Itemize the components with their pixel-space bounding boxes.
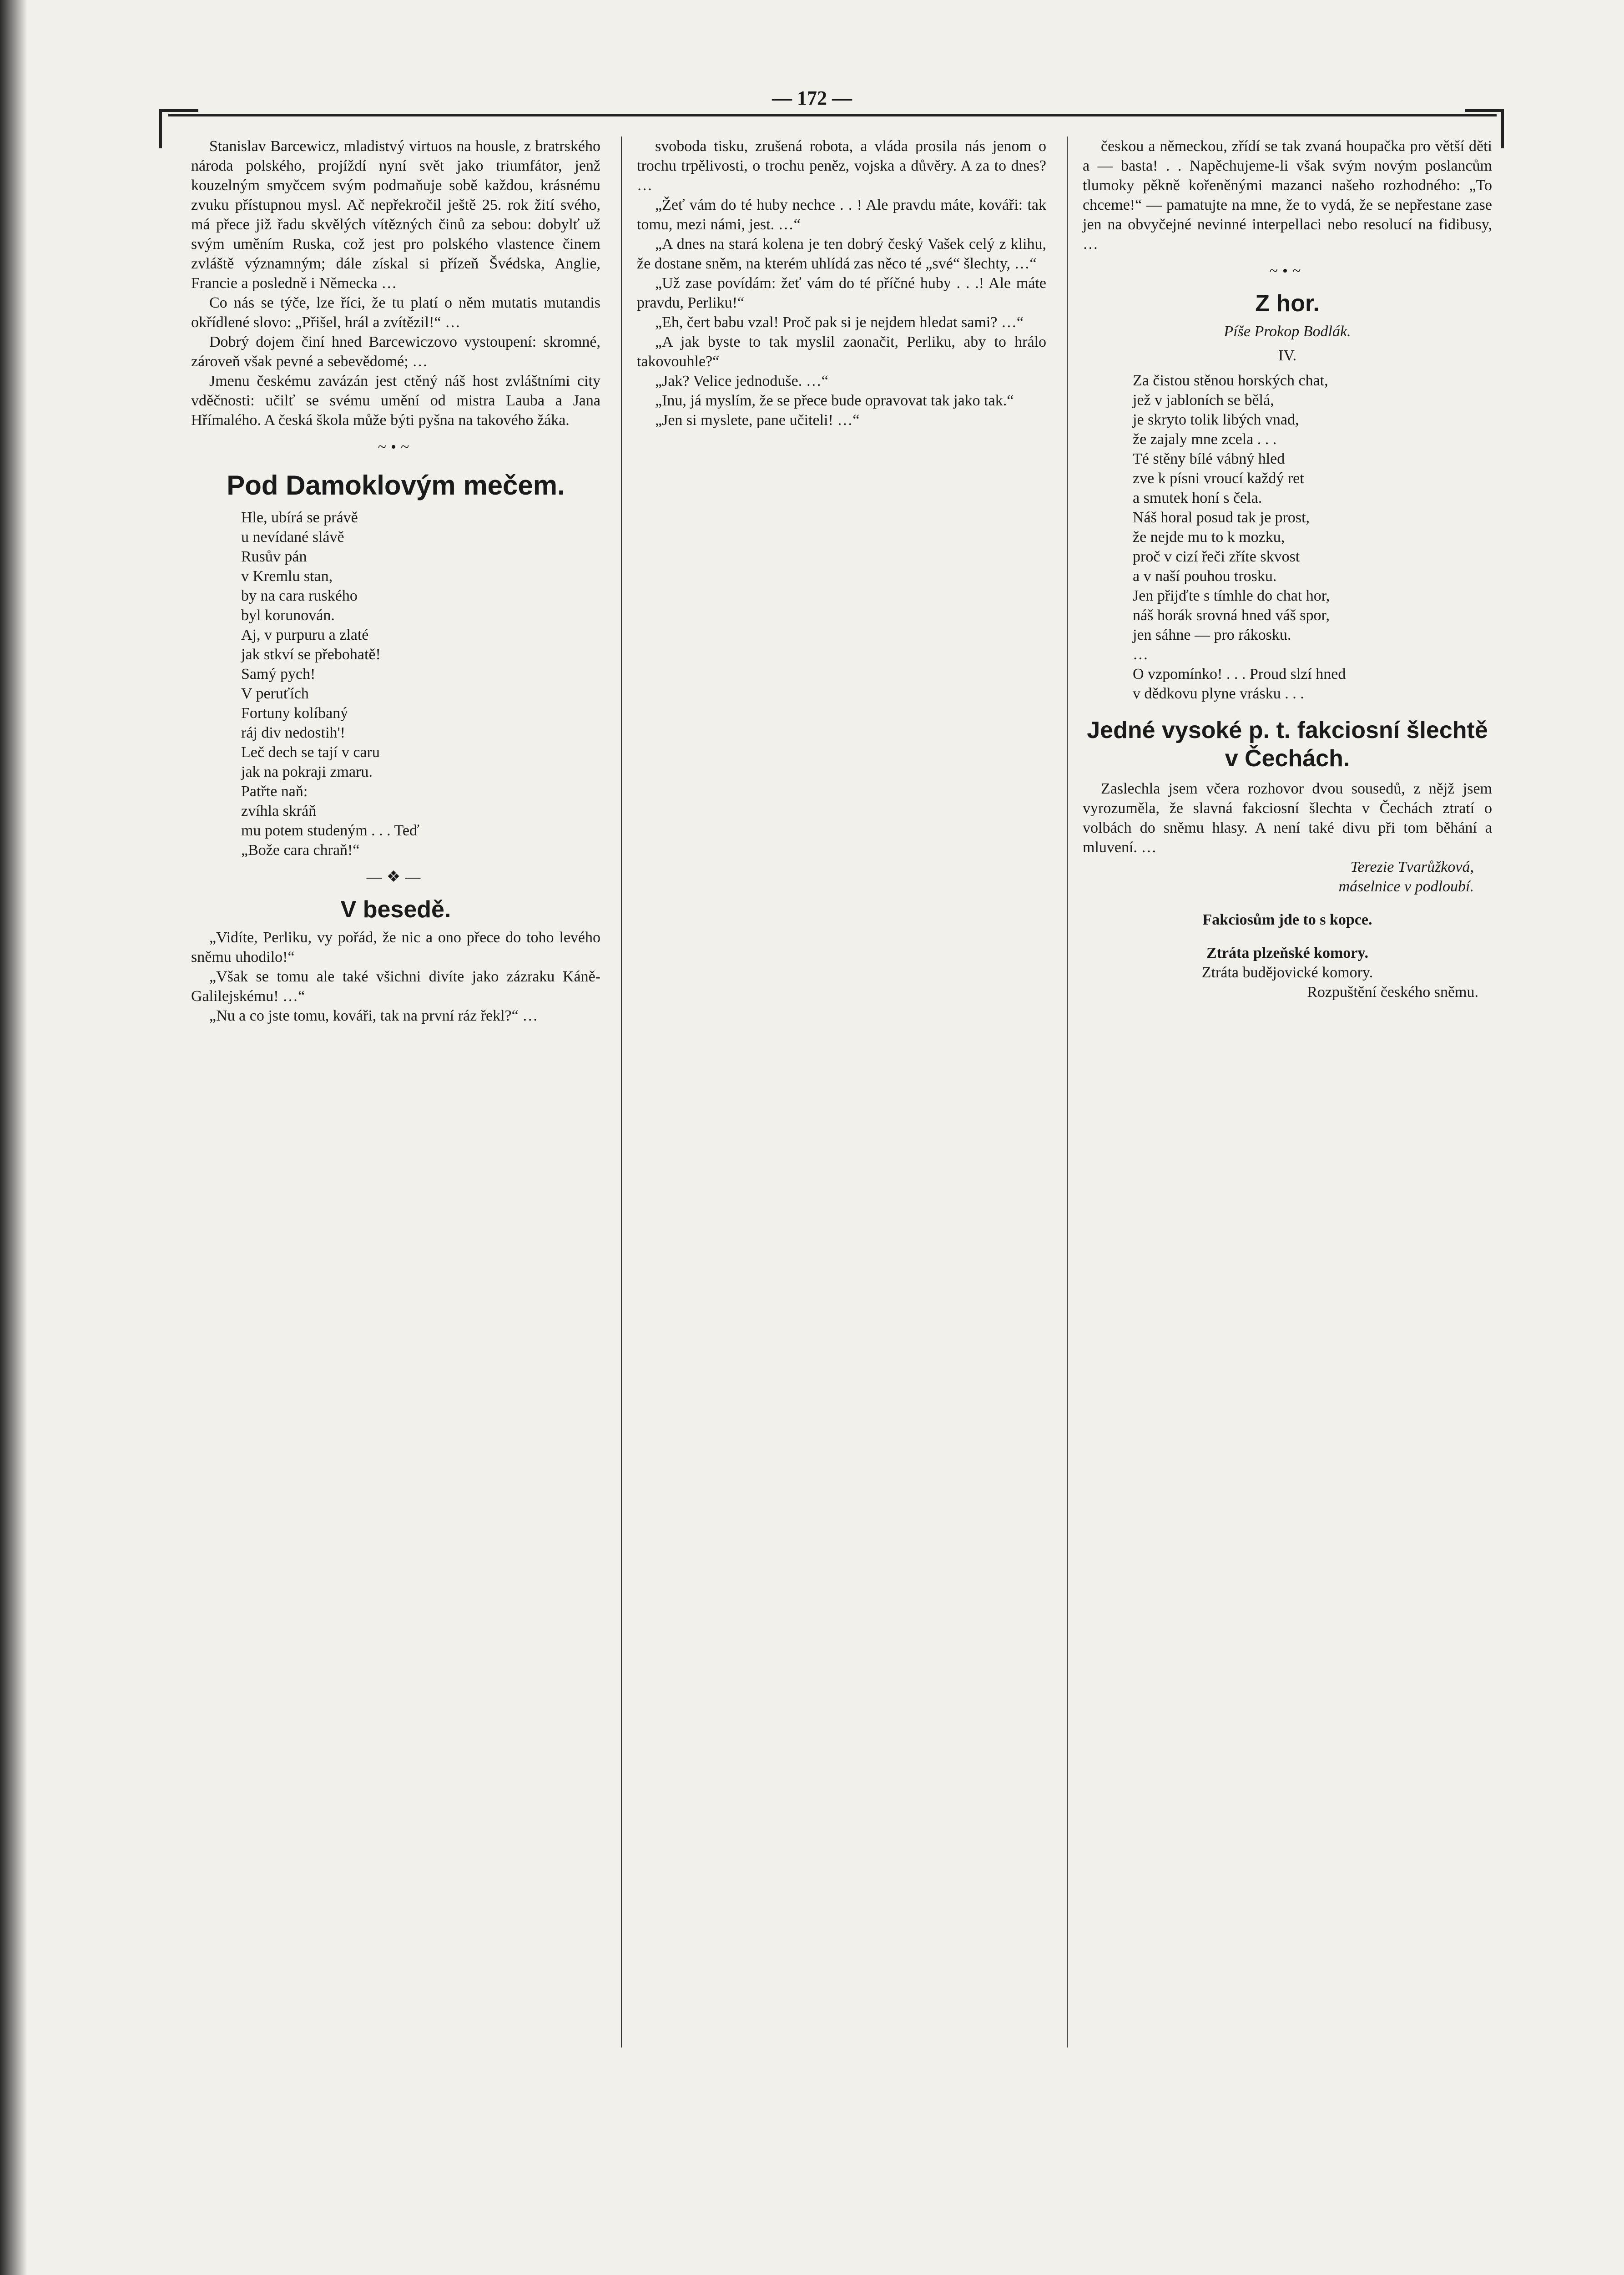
- dialog-paragraph: českou a německou, zřídí se tak zvaná houpačka pro větší děti a — basta! . . Napěchujeme-li však svým novým poslancům tlumoky pěkně kořeněnými mazanci našeho rozhodného: „To chceme!“ — pamatujte na mne, že to vydá, že se nepřestane zase jen na obvyčejné nevinné interpellaci nebo resolucí na fidibusy, …: [1083, 138, 1492, 253]
- dialog-paragraph: „Inu, já myslím, že se přece bude opravovat tak jako tak.“: [655, 392, 1014, 409]
- dialog-paragraph: „A jak byste to tak myslil zaonačit, Perliku, aby to hrálo takovouhle?“: [637, 334, 1046, 370]
- separator-ornament: —❖—: [366, 869, 425, 885]
- separator-ornament: ~•~: [1269, 263, 1306, 279]
- dialog-paragraph: „Žeť vám do té huby nechce . . ! Ale pravdu máte, kováři: tak tomu, mezi námi, jest. …“: [637, 197, 1046, 233]
- notice-line: Fakciosům jde to s kopce.: [1202, 911, 1372, 928]
- separator-ornament: ~•~: [378, 439, 414, 455]
- notice-line: Rozpuštění českého sněmu.: [1307, 984, 1478, 1001]
- dialog-paragraph: „A dnes na stará kolena je ten dobrý český Vašek celý z klihu, že dostane sněm, na kterém uhlídá zas něco té „své“ šlechty, …“: [637, 236, 1046, 272]
- column-3: [1083, 136, 1492, 1002]
- article-paragraph: Co nás se týče, lze říci, že tu platí o něm mutatis mutandis okřídlené slovo: „Přišel, hrál a zvítězil!“ …: [191, 294, 600, 331]
- notice-line: Ztráta budějovické komory.: [1201, 964, 1373, 981]
- column-1: [191, 136, 600, 1026]
- dialog-paragraph: „Vidíte, Perliku, vy pořád, že nic a ono přece do toho levého sněmu uhodilo!“: [191, 929, 600, 966]
- column-rule-2: [1067, 136, 1068, 2048]
- article-paragraph: Zaslechla jsem včera rozhovor dvou sousedů, z nějž jsem vyrozuměla, že slavná fakciosní šlechta v Čechách ztratí o volbách do sněmu hlasy. A není také divu při tom běhání a mluvení. …: [1083, 780, 1492, 856]
- article-title: Jedné vysoké p. t. fakciosní šlechtě v Čechách.: [1087, 717, 1488, 772]
- dialog-paragraph: „Už zase povídám: žeť vám do té příčné huby . . .! Ale máte pravdu, Perliku!“: [637, 275, 1046, 311]
- dialog-paragraph: „Jak? Velice jednoduše. …“: [655, 373, 828, 389]
- section-title-beseda: V besedě.: [340, 896, 451, 923]
- dialog-paragraph: „Nu a co jste tomu, kováři, tak na první ráz řekl?“ …: [209, 1007, 538, 1024]
- section-title-damokles: Pod Damoklovým mečem.: [227, 470, 565, 500]
- notice-line: Ztráta plzeňské komory.: [1206, 945, 1369, 961]
- scan-edge-shadow: [0, 0, 27, 2275]
- poem: Za čistou stěnou horských chat, jež v jabloních se bělá, je skryto tolik libých vnad, že zajaly mne zcela . . . Té stěny bílé vábný hled zve k písni vroucí každý ret a smutek honí s čela. Náš horal posud tak je prost, že nejde mu to k mozku, proč v cizí řeči zříte skvost a v naší pouhou trosku. Jen přijďte s tímhle do chat hor, náš horák srovná hned váš spor, jen sáhne — pro rákosku. … O vzpomínko! . . . Proud slzí hned v dědkovu plyne vrásku . . .: [1133, 372, 1346, 702]
- article-paragraph: Stanislav Barcewicz, mladistvý virtuos na housle, z bratrského národa polského, projíždí nyní svět jako triumfátor, jenž kouzelným smyčcem svým podmaňuje sobě každou, krásnému zvuku přístupnou mysl. Ač nepřekročil ještě 25. rok žití svého, má přece již řadu skvělých vítězných činů za sebou: dobylť už svým uměním Ruska, což jest pro polského vlastence činem zvláště významným; dále získal si přízeň Švédska, Anglie, Francie a posledně i Německa …: [191, 138, 600, 292]
- column-2: [637, 136, 1046, 430]
- byline: Píše Prokop Bodlák.: [1224, 323, 1351, 340]
- poem: Hle, ubírá se právě u nevídané slávě Rusův pán v Kremlu stan, by na cara ruského byl korunován. Aj, v purpuru a zlaté jak stkví se přebohatě! Samý pych! V peruťích Fortuny kolíbaný ráj div nedostih'! Leč dech se tají v caru jak na pokraji zmaru. Patřte naň: zvíhla skráň mu potem studeným . . . Teď „Bože cara chraň!“: [241, 509, 419, 859]
- article-paragraph: Dobrý dojem činí hned Barcewiczovo vystoupení: skromné, zároveň však pevné a sebevědomé; …: [191, 334, 600, 370]
- dialog-paragraph: svoboda tisku, zrušená robota, a vláda prosila nás jenom o trochu trpělivosti, o trochu peněz, vojska a důvěry. A za to dnes? …: [637, 138, 1046, 194]
- signature-name: Terezie Tvarůžková,: [1350, 859, 1474, 875]
- section-title-z-hor: Z hor.: [1255, 290, 1320, 317]
- article-paragraph: Jmenu českému zavázán jest ctěný náš host zvláštními city vděčnosti: učilť se svému umění od mistra Lauba a Jana Hřímalého. A česká škola může býti pyšna na takového žáka.: [191, 373, 600, 429]
- column-rule-1: [621, 136, 622, 2048]
- part-number: IV.: [1278, 347, 1296, 364]
- page-number: — 172 —: [772, 87, 852, 109]
- dialog-paragraph: „Eh, čert babu vzal! Proč pak si je nejdem hledat sami? …“: [655, 314, 1024, 331]
- signature-role: máselnice v podloubí.: [1338, 878, 1474, 895]
- dialog-paragraph: „Jen si myslete, pane učiteli! …“: [655, 412, 860, 429]
- dialog-paragraph: „Však se tomu ale také všichni divíte jako zázraku Káně-Galilejskému! …“: [191, 968, 600, 1005]
